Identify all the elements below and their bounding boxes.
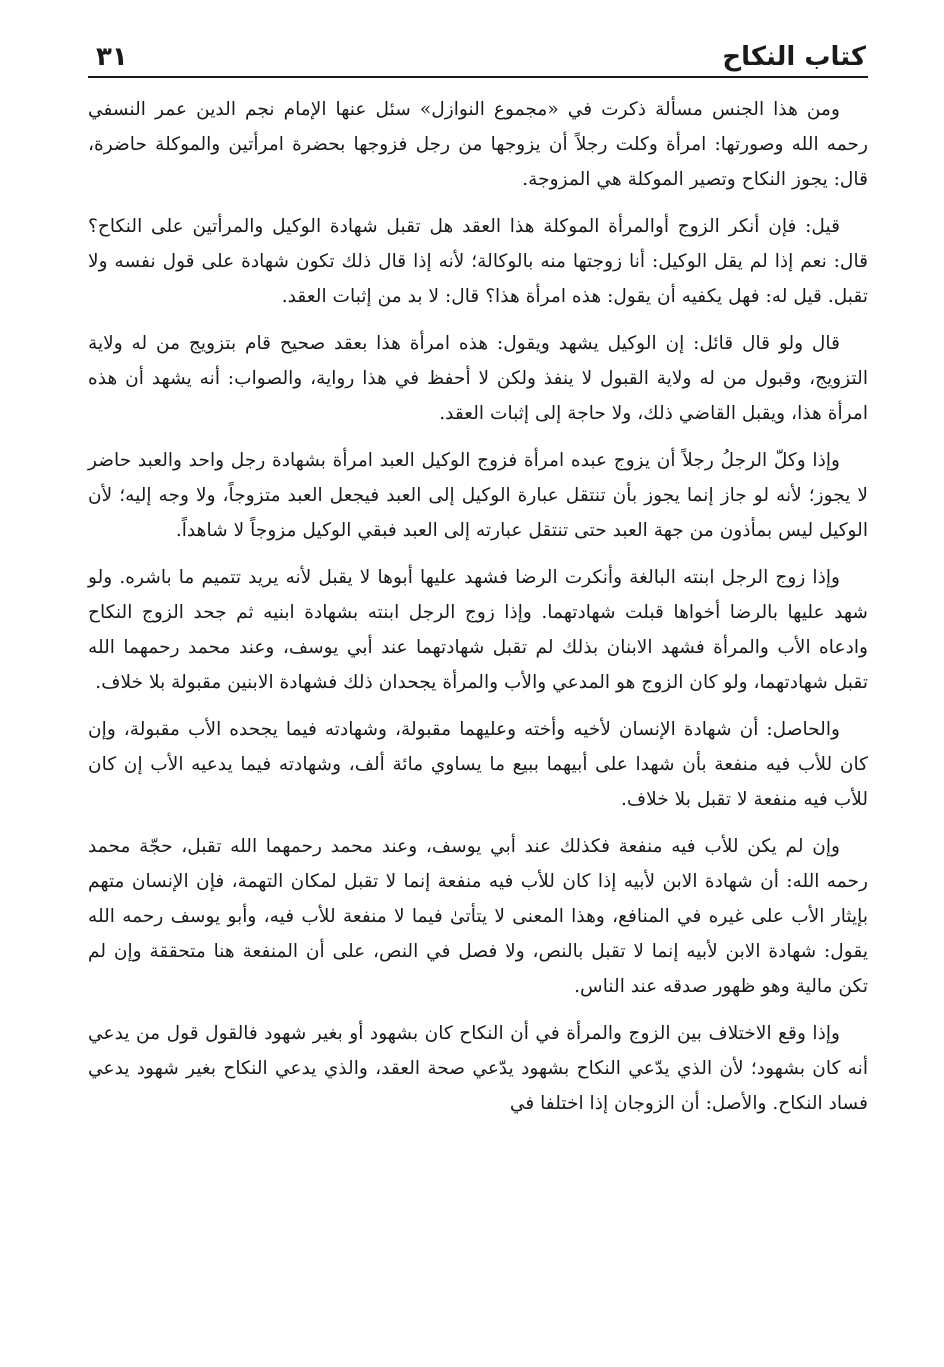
book-page xyxy=(88,26,868,1346)
paragraph: والحاصل: أن شهادة الإنسان لأخيه وأخته وعليهما مقبولة، وشهادته فيما يجحده الأب مقبولة، وإن كان للأب فيه منفعة بأن شهدا على أبيهما ببيع ما يساوي مائة ألف، وشهادته فيما يدعيه الأب إن كان للأب فيه منفعة لا تقبل بلا خلاف. xyxy=(88,719,868,810)
page-number: ٣١ xyxy=(96,42,128,72)
running-head xyxy=(88,26,868,70)
paragraph: ومن هذا الجنس مسألة ذكرت في «مجموع النوازل» سئل عنها الإمام نجم الدين عمر النسفي رحمه الله وصورتها: امرأة وكلت رجلاً أن يزوجها من رجل فزوجها بحضرة امرأتين والموكلة حاضرة، قال: يجوز النكاح وتصير الموكلة هي المزوجة. xyxy=(88,99,868,190)
paragraph: وإذا زوج الرجل ابنته البالغة وأنكرت الرضا فشهد عليها أبوها لا يقبل لأنه يريد تتميم ما باشره. ولو شهد عليها بالرضا أخواها قبلت شهادتهما. وإذا زوج الرجل ابنته بشهادة ابنيه ثم جحد الزوج النكاح وادعاه الأب والمرأة فشهد الابنان بذلك لم تقبل شهادتهما عند أبي يوسف، وعند محمد رحمهما الله تقبل شهادتهما، ولو كان الزوج هو المدعي والأب والمرأة يجحدان ذلك فشهادة الابنين مقبولة بلا خلاف. xyxy=(88,567,868,693)
paragraph: وإذا وقع الاختلاف بين الزوج والمرأة في أن النكاح كان بشهود أو بغير شهود فالقول قول من يدعي أنه كان بشهود؛ لأن الذي يدّعي النكاح بشهود يدّعي صحة العقد، والذي يدعي النكاح بغير شهود يدعي فساد النكاح. والأصل: أن الزوجان إذا اختلفا في xyxy=(88,1023,868,1114)
header-rule xyxy=(88,76,868,78)
paragraph: وإن لم يكن للأب فيه منفعة فكذلك عند أبي يوسف، وعند محمد رحمهما الله تقبل، حجّة محمد رحمه الله: أن شهادة الابن لأبيه إذا كان للأب فيه منفعة إنما لا تقبل لمكان التهمة، فإن الإنسان متهم بإيثار الأب على غيره في المنافع، وهذا المعنى لا يتأتىٰ فيما لا منفعة للأب فيه، وأبو يوسف رحمه الله يقول: شهادة الابن لأبيه إنما لا تقبل بالنص، ولا فصل في النص، على أن المنفعة هنا متحققة وإن لم تكن مالية وهو ظهور صدقه عند الناس. xyxy=(88,836,868,997)
paragraph: قال ولو قال قائل: إن الوكيل يشهد ويقول: هذه امرأة هذا بعقد صحيح قام بتزويج من له ولاية التزويج، وقبول من له ولاية القبول لا ينفذ ولكن لا أحفظ في هذا رواية، والصواب: أنه يشهد أن هذه امرأة هذا، ويقبل القاضي ذلك، ولا حاجة إلى إثبات العقد. xyxy=(88,333,868,424)
running-title: كتاب النكاح xyxy=(722,42,866,72)
paragraph: قيل: فإن أنكر الزوج أوالمرأة الموكلة هذا العقد هل تقبل شهادة الوكيل والمرأتين على النكاح؟ قال: نعم إذا لم يقل الوكيل: أنا زوجتها منه بالوكالة؛ لأنه إذا قال ذلك تكون شهادة على قول نفسه ولا تقبل. قيل له: فهل يكفيه أن يقول: هذه امرأة هذا؟ قال: لا بد من إثبات العقد. xyxy=(88,216,868,307)
body-text xyxy=(88,92,868,1121)
paragraph: وإذا وكلّ الرجلُ رجلاً أن يزوج عبده امرأة فزوج الوكيل العبد امرأة بشهادة رجل واحد والعبد حاضر لا يجوز؛ لأنه لو جاز إنما يجوز بأن تنتقل عبارة الوكيل إلى العبد فيجعل العبد متزوجاً، ولا وجه إليه؛ لأن الوكيل ليس بمأذون من جهة العبد حتى تنتقل عبارته إلى العبد فبقي الوكيل مزوجاً لا شاهداً. xyxy=(88,450,868,541)
